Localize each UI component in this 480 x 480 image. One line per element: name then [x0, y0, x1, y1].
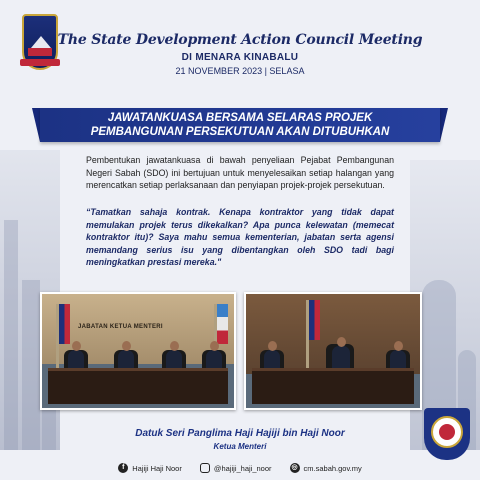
body-quote: “Tamatkan sahaja kontrak. Kenapa kontraktor yang tidak dapat memulakan projek terus dikekalkan? Apa punca kelewatan (memecat kontraktor itu)? Saya mahu semua kementerian, jabatan serta agensi memandang serius isu yang dibentangkan oleh SDO tadi bagi meningkatkan prestasi mereka." [86, 207, 394, 267]
footer-instagram[interactable] [200, 463, 272, 473]
facebook-icon: f [118, 463, 128, 473]
headline-banner [40, 108, 440, 142]
footer-facebook[interactable] [118, 463, 182, 473]
headline-line-1: JAWATANKUASA BERSAMA SELARAS PROJEK [107, 112, 373, 124]
headline-line-2: PEMBANGUNAN PERSEKUTUAN AKAN DITUBUHKAN [90, 126, 390, 138]
ketua-menteri-seal-badge [424, 408, 470, 460]
speaker-role: Ketua Menteri [213, 442, 267, 451]
facebook-handle: Hajiji Haji Noor [132, 463, 182, 473]
wall-sign-text: JABATAN KETUA MENTERI [78, 324, 163, 330]
meeting-title: The State Development Action Council Meeting [57, 32, 423, 48]
conference-table [48, 368, 228, 404]
banner-left-accent [32, 108, 40, 142]
globe-icon: ◎ [291, 464, 298, 471]
meeting-venue: DI MENARA KINABALU [181, 52, 299, 63]
instagram-handle: @hajiji_haji_noor [213, 463, 272, 473]
meeting-date: 21 NOVEMBER 2023 | SELASA [175, 66, 305, 76]
meeting-photo-left [40, 292, 236, 410]
footer-social-links [0, 461, 480, 475]
footer-website[interactable] [290, 463, 362, 473]
banner-right-accent [440, 108, 448, 142]
flag-malaysia [56, 304, 59, 374]
body-paragraph: Pembentukan jawatankuasa di bawah penyeliaan Pejabat Pembangunan Negeri Sabah (SDO) ini bertujuan untuk menyelesaikan setiap halangan yang merencatkan setiap perlaksanaan dan penyiapan projek-projek persekutuan. [86, 155, 394, 190]
instagram-icon [200, 463, 210, 473]
website-url: cm.sabah.gov.my [303, 463, 362, 473]
speaker-name: Datuk Seri Panglima Haji Hajiji bin Haji Noor [135, 428, 345, 439]
meeting-photo-right [244, 292, 422, 410]
flag-malaysia-right [306, 300, 309, 370]
conference-table-right [252, 368, 414, 404]
